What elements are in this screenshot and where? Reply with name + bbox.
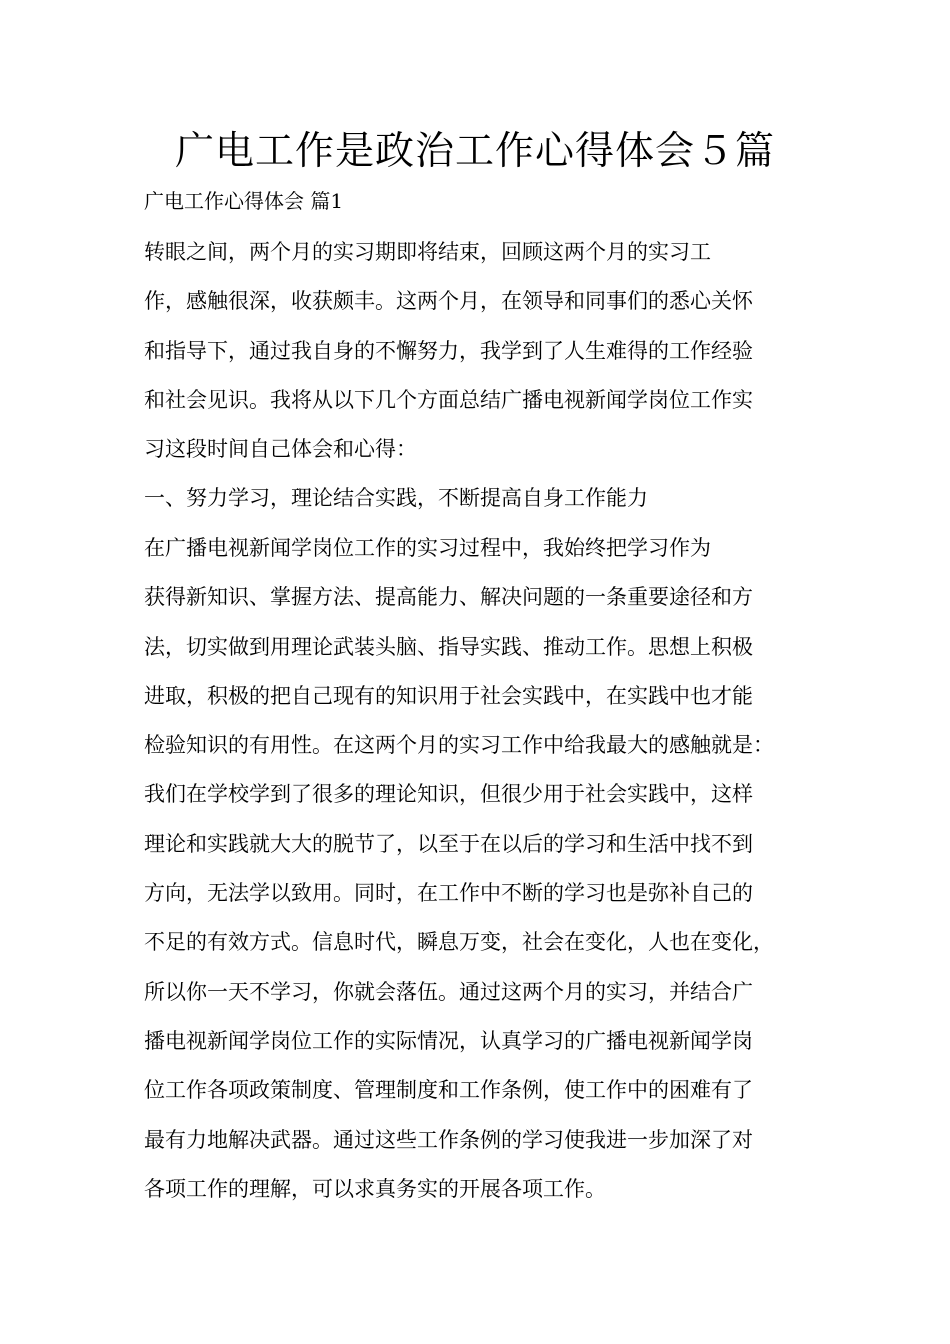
text-line: 转眼之间，两个月的实习期即将结束，回顾这两个月的实习工 — [144, 240, 711, 264]
text-line: 检验知识的有用性。在这两个月的实习工作中给我最大的感触就是： — [144, 733, 774, 758]
text-line: 法，切实做到用理论武装头脑、指导实践、推动工作。思想上积极 — [144, 634, 753, 659]
text-line: 理论和实践就大大的脱节了，以至于在以后的学习和生活中找不到 — [144, 831, 753, 856]
section-subtitle: 广电工作心得体会 篇1 — [144, 189, 344, 213]
text-line: 进取，积极的把自己现有的知识用于社会实践中，在实践中也才能 — [144, 683, 753, 708]
text-line: 各项工作的理解，可以求真务实的开展各项工作。 — [144, 1176, 606, 1201]
document-title: 广电工作是政治工作心得体会５篇 — [174, 129, 775, 174]
text-line: 在广播电视新闻学岗位工作的实习过程中，我始终把学习作为 — [144, 536, 711, 560]
text-line: 不足的有效方式。信息时代，瞬息万变，社会在变化，人也在变化， — [144, 930, 774, 955]
text-line: 位工作各项政策制度、管理制度和工作条例，使工作中的困难有了 — [144, 1078, 753, 1103]
text-line: 最有力地解决武器。通过这些工作条例的学习使我进一步加深了对 — [144, 1127, 753, 1152]
text-line: 方向，无法学以致用。同时，在工作中不断的学习也是弥补自己的 — [144, 881, 753, 906]
text-line: 播电视新闻学岗位工作的实际情况，认真学习的广播电视新闻学岗 — [144, 1028, 753, 1053]
text-line: 和指导下，通过我自身的不懈努力，我学到了人生难得的工作经验 — [144, 338, 753, 363]
text-line: 作，感触很深，收获颇丰。这两个月，在领导和同事们的悉心关怀 — [144, 289, 753, 314]
paragraph-1 — [144, 228, 808, 474]
text-line: 获得新知识、掌握方法、提高能力、解决问题的一条重要途径和方 — [144, 585, 753, 610]
text-line: 习这段时间自己体会和心得： — [144, 437, 417, 462]
text-line: 所以你一天不学习，你就会落伍。通过这两个月的实习，并结合广 — [144, 979, 753, 1004]
section-heading-1 — [144, 474, 808, 523]
paragraph-2 — [144, 524, 808, 1214]
text-line: 和社会见识。我将从以下几个方面总结广播电视新闻学岗位工作实 — [144, 387, 753, 412]
text-line: 我们在学校学到了很多的理论知识，但很少用于社会实践中，这样 — [144, 782, 753, 807]
heading-line: 一、努力学习，理论结合实践，不断提高自身工作能力 — [144, 486, 648, 510]
